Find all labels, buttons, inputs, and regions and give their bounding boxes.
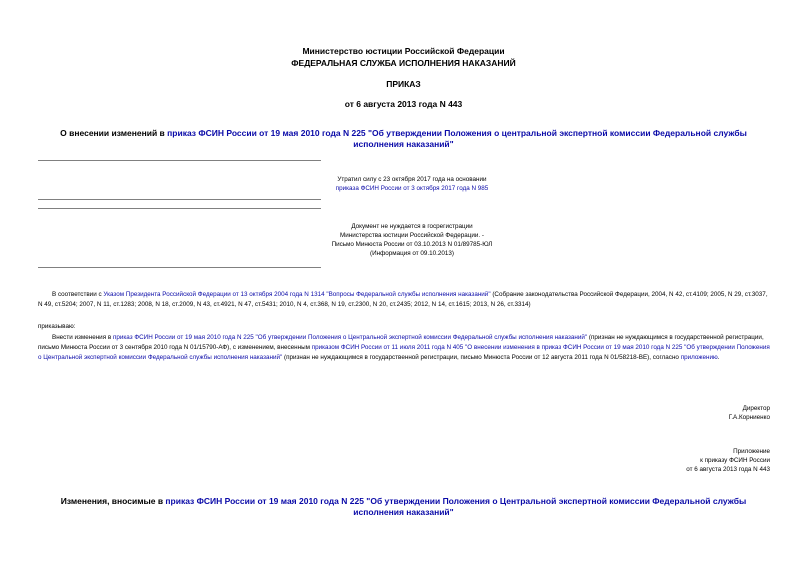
registration-line: (Информация от 09.10.2013) (369, 250, 454, 257)
order-text: (признан не нуждающимся в государственной регистрации, письмо Минюста России от 3 сентября 2010 года N 01/15790-АФ), с изменением, внесенным (38, 334, 764, 351)
appendix-line: к приказу ФСИН России (700, 457, 770, 464)
order-text: (признан не нуждающимся в государственной регистрации, письмо Минюста России от 12 августа 2011 года N 01/58218-ВЕ), согласно (282, 354, 681, 361)
title-order-link[interactable]: приказ ФСИН России от 19 мая 2010 года N 225 "Об утверждении Положения о центральной экспертной комиссии Федеральной службы исполнения наказаний" (167, 128, 747, 149)
preamble-paragraph (38, 290, 773, 310)
divider (38, 267, 321, 268)
repeal-status-text: Утратил силу с 23 октября 2017 года на основании (337, 176, 487, 183)
registration-line: Документ не нуждается в госрегистрации (351, 223, 473, 230)
document-date-number: от 6 августа 2013 года N 443 (344, 99, 463, 109)
signature-block (729, 404, 770, 422)
repeal-status (312, 175, 512, 193)
ministry-name: Министерство юстиции Российской Федерации (302, 46, 505, 56)
registration-line: Письмо Минюста России от 03.10.2013 N 01/89785-ЮЛ (331, 241, 493, 248)
divider (38, 160, 321, 161)
preamble-rest: (Собрание законодательства Российской Федерации, 2004, N 42, ст.4109; 2005, N 29, ст.3037, N 49, ст.5204; 2007, N 11, ст.1283; 2008, N 18, ст.2009, N 43, ст.4921, N 47, ст.5431; 2010, N 4, ст.368, N 19, ст.2300, N 20, ст.2435; 2012, N 14, ст.1615; 2013, N 26, ст.3314) (38, 291, 768, 308)
presidential-decree-link[interactable]: Указом Президента Российской Федерации от 13 октября 2004 года N 1314 "Вопросы Федеральной службы исполнения наказаний" (103, 291, 491, 298)
changes-order-link[interactable]: приказ ФСИН России от 19 мая 2010 года N 225 "Об утверждении Положения о Центральной экспертной комиссии Федеральной службы исполнения наказаний" (165, 496, 747, 517)
document-type: ПРИКАЗ (386, 79, 421, 89)
changes-title (0, 496, 807, 518)
divider (38, 199, 321, 200)
registration-note (312, 222, 512, 258)
amending-order-link[interactable]: приказом ФСИН России от 11 июля 2011 года N 405 "О внесении изменения в приказ ФСИН России от 19 мая 2010 года N 225 "Об утверждении Положения о Центральной экспертной комиссии Федеральной службы исполнения наказаний" (38, 344, 770, 361)
order-word: приказываю: (38, 323, 76, 330)
order-paragraph (38, 333, 773, 363)
service-name: ФЕДЕРАЛЬНАЯ СЛУЖБА ИСПОЛНЕНИЯ НАКАЗАНИЙ (291, 58, 516, 68)
changes-title-prefix: Изменения, вносимые в (60, 496, 166, 506)
repeal-order-link[interactable]: приказа ФСИН России от 3 октября 2017 года N 985 (335, 185, 489, 192)
document-title (0, 128, 807, 150)
appendix-line: Приложение (733, 448, 770, 455)
appendix-link[interactable]: приложению (680, 354, 718, 361)
signatory-title: Директор (742, 405, 770, 412)
appendix-block (686, 447, 770, 474)
order-text: . (717, 354, 720, 361)
amended-order-link[interactable]: приказ ФСИН России от 19 мая 2010 года N 225 "Об утверждении Положения о Центральной экспертной комиссии Федеральной службы исполнения наказаний" (112, 334, 588, 341)
appendix-line: от 6 августа 2013 года N 443 (686, 466, 770, 473)
title-prefix: О внесении изменений в (60, 128, 168, 138)
divider (38, 208, 321, 209)
order-text: Внести изменения в (52, 334, 113, 341)
registration-line: Министерства юстиции Российской Федерации. - (339, 232, 484, 239)
preamble-prefix: В соответствии с (52, 291, 104, 298)
signatory-name: Г.А.Корниенко (728, 414, 770, 421)
